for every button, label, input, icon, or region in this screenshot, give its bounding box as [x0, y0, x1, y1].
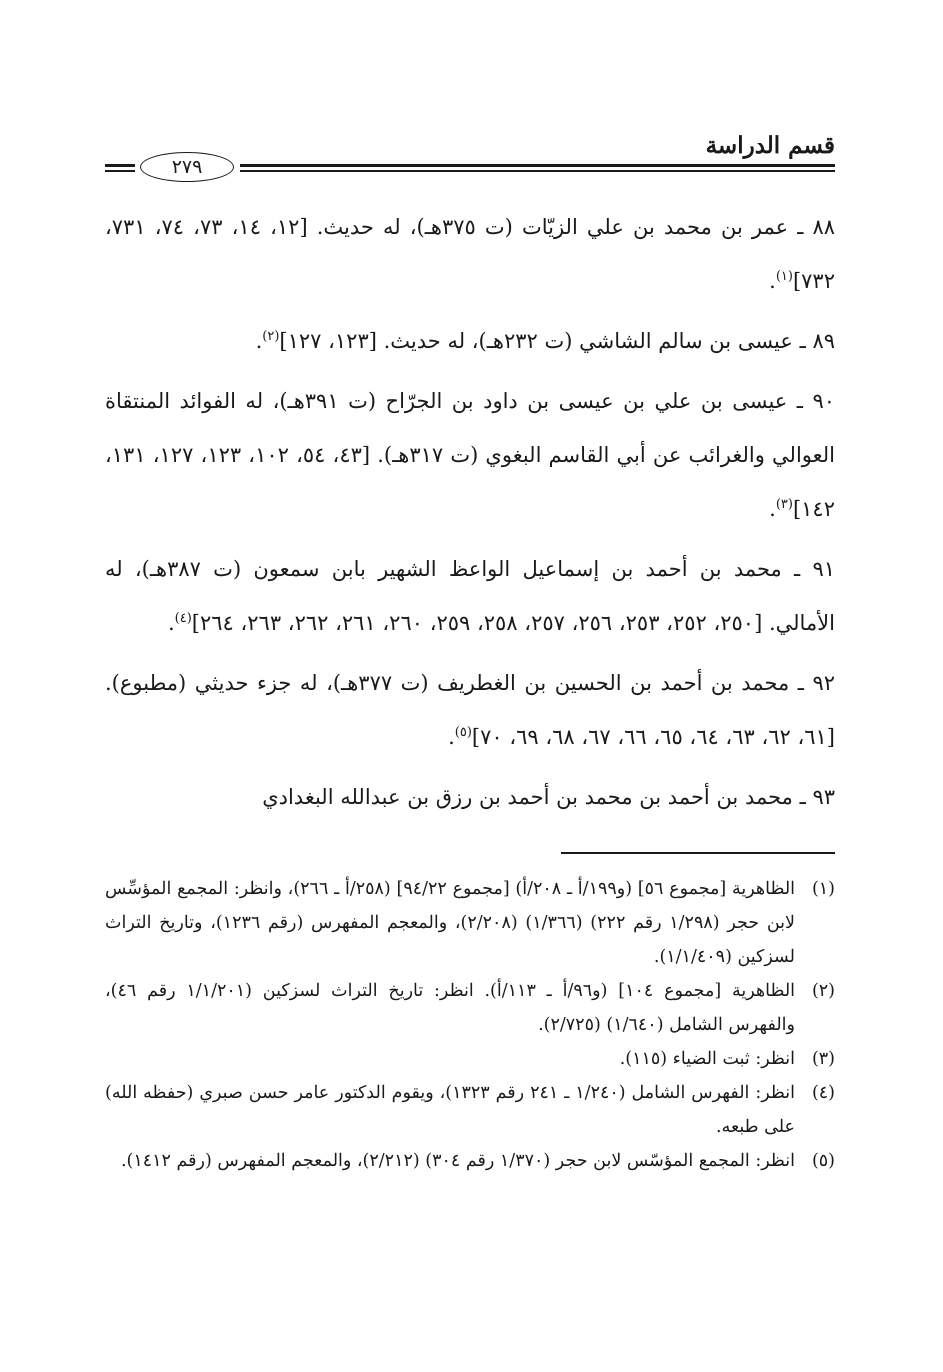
footnote-mark: (٣) — [811, 1049, 835, 1069]
entry-text: ٨٨ ـ عمر بن محمد بن علي الزيّات (ت ٣٧٥هـ)، له حديث. [١٢، ١٤، ٧٣، ٧٤، ٧٣١، ٧٣٢] — [105, 215, 836, 293]
footnote-mark: (١) — [811, 879, 835, 899]
footnote — [105, 1076, 835, 1144]
footnote-ref: (٥) — [454, 725, 472, 740]
entry-text: ٩٣ ـ محمد بن أحمد بن محمد بن أحمد بن رزق بن عبدالله البغدادي — [262, 785, 835, 809]
entry-text: ٨٩ ـ عيسى بن سالم الشاشي (ت ٢٣٢هـ)، له حديث. [١٢٣، ١٢٧] — [279, 329, 835, 353]
entry: ٨٩ ـ عيسى بن سالم الشاشي (ت ٢٣٢هـ)، له حديث. [١٢٣، ١٢٧]$^{(٢)}$. — [255, 329, 835, 353]
footnote-text: الظاهرية [مجموع ١٠٤] (و٩٦/أ ـ ١١٣/أ). انظر: تاريخ التراث لسزكين (١/١/٢٠١ رقم ٤٦)، والفهرس الشامل (١/٦٤٠) (٢/٧٢٥). — [105, 981, 796, 1035]
footnote-mark: (٤) — [811, 1083, 835, 1103]
entry: ٩٠ ـ عيسى بن علي بن عيسى بن داود بن الجرّاح (ت ٣٩١هـ)، له الفوائد المنتقاة العوالي والغرائب عن أبي القاسم البغوي (ت ٣١٧هـ). [٤٣، ٥٤، ١٠٢، ١٢٣، ١٢٧، ١٣١، ١٤٢]$^{(٣)}$. — [105, 389, 836, 521]
header-rule — [240, 164, 835, 167]
entry: ٩٢ ـ محمد بن أحمد بن الحسين بن الغطريف (ت ٣٧٧هـ)، له جزء حديثي (مطبوع). [٦١، ٦٢، ٦٣، ٦٤، ٦٥، ٦٦، ٦٧، ٦٨، ٦٩، ٧٠]$^{(٥)}$. — [105, 671, 835, 749]
header-rule — [240, 170, 835, 172]
entry: ٩١ ـ محمد بن أحمد بن إسماعيل الواعظ الشهير بابن سمعون (ت ٣٨٧هـ)، له الأمالي. [٢٥٠، ٢٥٢، ٢٥٣، ٢٥٦، ٢٥٧، ٢٥٨، ٢٥٩، ٢٦٠، ٢٦١، ٢٦٢، ٢٦٣، ٢٦٤]$^{(٤)}$. — [105, 557, 835, 635]
footnote-ref: (١) — [775, 269, 793, 284]
footnote — [105, 1144, 835, 1178]
footnote-ref: (٣) — [775, 497, 793, 512]
footnote — [105, 1042, 835, 1076]
header-rule — [105, 164, 135, 167]
page-number: ٢٧٩ — [140, 152, 234, 182]
entry-text: ٩٠ ـ عيسى بن علي بن عيسى بن داود بن الجرّاح (ت ٣٩١هـ)، له الفوائد المنتقاة العوالي والغرائب عن أبي القاسم البغوي (ت ٣١٧هـ). [٤٣، ٥٤، ١٠٢، ١٢٣، ١٢٧، ١٣١، ١٤٢] — [105, 389, 836, 521]
footnote-ref: (٢) — [262, 329, 280, 344]
footnote-text: الظاهرية [مجموع ٥٦] (و١٩٩/أ ـ ٢٠٨/أ) [مجموع ٩٤/٢٢] (٢٥٨/أ ـ ٢٦٦)، وانظر: المجمع المؤسِّس لابن حجر (١/٢٩٨ رقم ٢٢٢) (١/٣٦٦) (٢/٢٠٨)، والمعجم المفهرس (رقم ١٢٣٦)، وتاريخ التراث لسزكين (١/١/٤٠٩). — [105, 879, 796, 967]
footnote-text: انظر: المجمع المؤسّس لابن حجر (١/٣٧٠ رقم ٣٠٤) (٢/٢١٢)، والمعجم المفهرس (رقم ١٤١٢). — [120, 1151, 795, 1171]
footnote — [105, 974, 835, 1042]
footnote-mark: (٥) — [811, 1151, 835, 1171]
footnote-ref: (٤) — [174, 611, 192, 626]
footnote-text: انظر: الفهرس الشامل (١/٢٤٠ ـ ٢٤١ رقم ١٣٢٣)، ويقوم الدكتور عامر حسن صبري (حفظه الله) على طبعه. — [105, 1083, 795, 1137]
running-head: قسم الدراسة — [705, 132, 835, 159]
entry-text: ٩٢ ـ محمد بن أحمد بن الحسين بن الغطريف (ت ٣٧٧هـ)، له جزء حديثي (مطبوع). [٦١، ٦٢، ٦٣، ٦٤، ٦٥، ٦٦، ٦٧، ٦٨، ٦٩، ٧٠] — [105, 671, 835, 749]
footnote-text: انظر: ثبت الضياء (١١٥). — [619, 1049, 795, 1069]
entry-text: ٩١ ـ محمد بن أحمد بن إسماعيل الواعظ الشهير بابن سمعون (ت ٣٨٧هـ)، له الأمالي. [٢٥٠، ٢٥٢، ٢٥٣، ٢٥٦، ٢٥٧، ٢٥٨، ٢٥٩، ٢٦٠، ٢٦١، ٢٦٢، ٢٦٣، ٢٦٤] — [105, 557, 835, 635]
header-rule — [105, 170, 135, 172]
entry: ٨٨ ـ عمر بن محمد بن علي الزيّات (ت ٣٧٥هـ)، له حديث. [١٢، ١٤، ٧٣، ٧٤، ٧٣١، ٧٣٢]$^{(١)}$. — [105, 215, 836, 293]
footnote-separator — [561, 852, 835, 854]
footnote — [105, 872, 835, 974]
footnotes — [105, 872, 835, 1178]
entry — [105, 770, 835, 824]
footnote-mark: (٢) — [811, 981, 835, 1001]
entries-list — [105, 200, 835, 830]
